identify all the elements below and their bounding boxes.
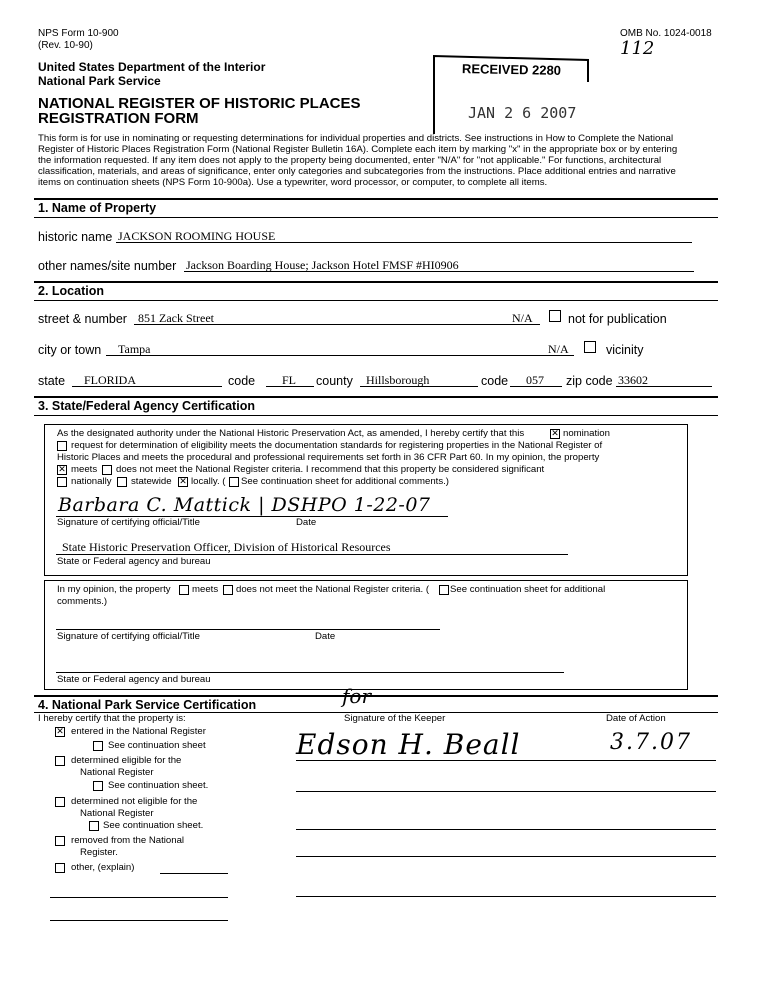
county-label: county: [316, 374, 353, 388]
cert-line: request for determination of eligibility meets the documentation standards for registering properties in the National Register of: [71, 440, 603, 451]
agency-line: [56, 554, 568, 555]
city-value[interactable]: Tampa: [118, 342, 151, 356]
explain-line-1: [50, 897, 228, 898]
keeper-signature: Edson H. Beall: [296, 728, 521, 761]
service-name: National Park Service: [38, 74, 161, 88]
county-line: [360, 386, 478, 387]
section-divider: [34, 198, 718, 200]
agency-label: State or Federal agency and bureau: [57, 556, 211, 567]
zip-value[interactable]: 33602: [618, 373, 648, 387]
nationally-checkbox[interactable]: [57, 477, 67, 487]
entered-label: entered in the National Register: [71, 726, 206, 737]
section-divider: [34, 217, 718, 218]
street-line: [134, 324, 540, 325]
cert-statewide: statewide: [131, 476, 172, 487]
det-eligible-continuation-label: See continuation sheet.: [108, 780, 209, 791]
signature-label-2: Signature of certifying official/Title: [57, 631, 200, 642]
removed-label-2: Register.: [80, 847, 118, 858]
section-1-title: 1. Name of Property: [38, 201, 157, 215]
signature-line-2: [56, 629, 440, 630]
opinion-text-d: comments.): [57, 596, 108, 607]
opinion-text-a: In my opinion, the property: [57, 584, 171, 595]
det-not-eligible-label: determined not eligible for the: [71, 796, 198, 807]
county-code-value[interactable]: 057: [526, 373, 544, 387]
opinion-text-c: See continuation sheet for additional: [450, 584, 606, 595]
other-label: other, (explain): [71, 862, 135, 873]
cert-continuation: See continuation sheet for additional comments.): [241, 476, 449, 487]
opinion-meets-checkbox[interactable]: [179, 585, 189, 595]
zip-label: zip code: [566, 374, 613, 388]
stamp-date: JAN 2 6 2007: [468, 104, 577, 122]
state-value[interactable]: FLORIDA: [84, 373, 137, 387]
county-code-line: [510, 386, 562, 387]
cert-locally: locally. (: [191, 476, 226, 487]
certifying-signature: Barbara C. Mattick | DSHPO 1-22-07: [58, 494, 431, 516]
date-label-2: Date: [315, 631, 336, 642]
det-eligible-label-2: National Register: [80, 767, 154, 778]
nomination-checkbox[interactable]: [550, 429, 560, 439]
keeper-line-4: [296, 856, 716, 857]
request-determination-checkbox[interactable]: [57, 441, 67, 451]
other-names-value[interactable]: Jackson Boarding House; Jackson Hotel FMSF #HI0906: [186, 258, 459, 272]
historic-name-line: [116, 242, 692, 243]
not-for-publication-label: not for publication: [568, 312, 667, 326]
county-code-label: code: [481, 374, 509, 388]
vicinity-label: vicinity: [606, 343, 644, 357]
see-continuation-checkbox[interactable]: [229, 477, 239, 487]
county-value[interactable]: Hillsborough: [366, 373, 430, 387]
form-title: NATIONAL REGISTER OF HISTORIC PLACES: [38, 95, 361, 112]
det-eligible-continuation-checkbox[interactable]: [93, 781, 103, 791]
keeper-line-3: [296, 829, 716, 830]
keeper-line-1: [296, 760, 716, 761]
historic-name-value[interactable]: JACKSON ROOMING HOUSE: [118, 229, 276, 243]
cert-nationally: nationally: [71, 476, 112, 487]
meets-checkbox[interactable]: [57, 465, 67, 475]
other-checkbox[interactable]: [55, 863, 65, 873]
street-value[interactable]: 851 Zack Street: [138, 311, 214, 325]
det-not-eligible-label-2: National Register: [80, 808, 154, 819]
section-divider: [34, 415, 718, 416]
state-code-value[interactable]: FL: [282, 373, 297, 387]
received-stamp: [432, 52, 590, 136]
signature-label: Signature of certifying official/Title: [57, 517, 200, 528]
keeper-initials: for: [342, 684, 372, 708]
omb-number: OMB No. 1024-0018: [620, 28, 712, 39]
other-line: [160, 873, 228, 874]
state-code-label: code: [228, 374, 256, 388]
other-names-label: other names/site number: [38, 259, 177, 273]
opinion-continuation-checkbox[interactable]: [439, 585, 449, 595]
form-subtitle: REGISTRATION FORM: [38, 110, 199, 127]
det-eligible-checkbox[interactable]: [55, 756, 65, 766]
handwritten-number: 112: [620, 38, 655, 59]
certify-text: I hereby certify that the property is:: [38, 713, 186, 724]
cert-line: As the designated authority under the National Historic Preservation Act, as amended, I hereby certify that this: [57, 428, 525, 439]
street-label: street & number: [38, 312, 127, 326]
state-line: [72, 386, 222, 387]
explain-line-2: [50, 920, 228, 921]
city-line: [106, 355, 574, 356]
agency-value[interactable]: State Historic Preservation Officer, Division of Historical Resources: [62, 540, 391, 554]
form-revision: (Rev. 10-90): [38, 40, 93, 51]
agency-label-2: State or Federal agency and bureau: [57, 674, 211, 685]
section-4-title: 4. National Park Service Certification: [38, 698, 257, 712]
section-divider: [34, 396, 718, 398]
det-eligible-label: determined eligible for the: [71, 755, 182, 766]
det-not-eligible-continuation-label: See continuation sheet.: [103, 820, 204, 831]
other-names-line: [184, 271, 694, 272]
does-not-meet-checkbox[interactable]: [102, 465, 112, 475]
section-3-title: 3. State/Federal Agency Certification: [38, 399, 255, 413]
section-divider: [34, 695, 718, 697]
opinion-does-not-meet-checkbox[interactable]: [223, 585, 233, 595]
intro-line: classification, materials, and areas of significance, enter only categories and subcategories from the instructions. Place additional entries and narrative: [38, 166, 676, 177]
state-code-line: [266, 386, 314, 387]
section-divider: [34, 300, 718, 301]
keeper-line-2: [296, 791, 716, 792]
intro-line: Register of Historic Places Registration Form (National Register Bulletin 16A). Complete each item by marking "x" in the appropriate box or by entering: [38, 144, 678, 155]
historic-name-label: historic name: [38, 230, 113, 244]
date-of-action-label: Date of Action: [606, 713, 666, 724]
department-name: United States Department of the Interior: [38, 60, 266, 74]
stamp-received-text: RECEIVED 2280: [461, 61, 562, 78]
entered-checkbox[interactable]: [55, 727, 65, 737]
date-label: Date: [296, 517, 317, 528]
intro-line: the information requested. If any item does not apply to the property being documented, enter "N/A" for "not applicable." For functions, architectural: [38, 155, 662, 166]
state-label: state: [38, 374, 66, 388]
entered-continuation-label: See continuation sheet: [108, 740, 206, 751]
agency-line-2: [56, 672, 564, 673]
section-divider: [34, 281, 718, 283]
section-2-title: 2. Location: [38, 284, 104, 298]
cert-line: does not meet the National Register criteria. I recommend that this property be considered significant: [116, 464, 545, 475]
opinion-text-b: does not meet the National Register criteria. (: [236, 584, 430, 595]
zip-line: [616, 386, 712, 387]
street-na: N/A: [512, 311, 533, 325]
cert-line: Historic Places and meets the procedural and professional requirements set forth in 36 CFR Part 60. In my opinion, the property: [57, 452, 600, 463]
intro-line: items on continuation sheets (NPS Form 10-900a). Use a typewriter, word processor, or computer, to complete all items.: [38, 177, 548, 188]
keeper-line-5: [296, 896, 716, 897]
opinion-meets: meets: [192, 584, 219, 595]
entered-continuation-checkbox[interactable]: [93, 741, 103, 751]
det-not-eligible-continuation-checkbox[interactable]: [89, 821, 99, 831]
form-number: NPS Form 10-900: [38, 28, 119, 39]
vicinity-checkbox[interactable]: [584, 341, 596, 353]
removed-checkbox[interactable]: [55, 836, 65, 846]
city-na: N/A: [548, 342, 569, 356]
city-label: city or town: [38, 343, 102, 357]
date-of-action-value: 3.7.07: [610, 730, 692, 755]
removed-label: removed from the National: [71, 835, 185, 846]
statewide-checkbox[interactable]: [117, 477, 127, 487]
keeper-label: Signature of the Keeper: [344, 713, 446, 724]
cert-meets: meets: [71, 464, 98, 475]
locally-checkbox[interactable]: [178, 477, 188, 487]
intro-line: This form is for use in nominating or requesting determinations for individual properties and districts. See instructions in How to Complete the National: [38, 133, 674, 144]
det-not-eligible-checkbox[interactable]: [55, 797, 65, 807]
not-for-publication-checkbox[interactable]: [549, 310, 561, 322]
cert-nomination: nomination: [563, 428, 610, 439]
